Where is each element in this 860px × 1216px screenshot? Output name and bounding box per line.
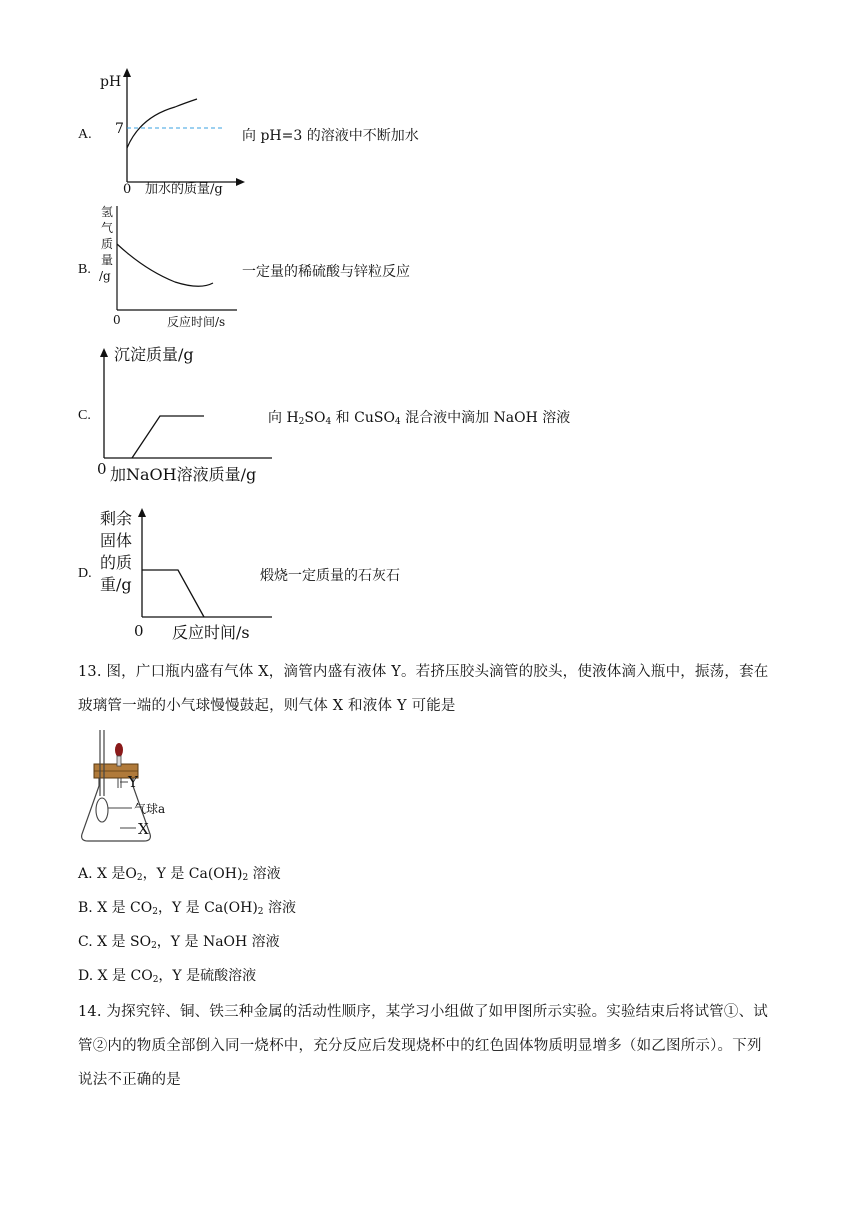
option-c-ylabel: 沉淀质量/g [114, 345, 194, 364]
svg-text:的质: 的质 [100, 553, 133, 572]
option-d-origin: 0 [134, 622, 144, 640]
option-c-letter: C. [78, 408, 91, 423]
q14-stem-line2: 管②内的物质全部倒入同一烧杯中，充分反应后发现烧杯中的红色固体物质明显增多（如乙图所示）。下列 [78, 1038, 762, 1054]
q13-choice-c: C. X 是 $SO_2$，Y 是 NaOH 溶液 [78, 934, 280, 951]
option-b-desc: 一定量的稀硫酸与锌粒反应 [242, 264, 410, 280]
option-b-origin: 0 [113, 313, 121, 327]
option-a-desc: 向 pH=3 的溶液中不断加水 [242, 128, 419, 144]
label-balloon-a: 气球a [134, 802, 166, 816]
svg-text:气: 气 [101, 221, 114, 235]
option-b-graph [95, 200, 245, 332]
option-c-desc: 向 $H_2SO_4$ 和 CuSO$_4$ 混合液中滴加 NaOH 溶液 [268, 410, 571, 427]
svg-text:质: 质 [101, 237, 114, 251]
option-d-graph [96, 500, 276, 645]
q13-choice-b: B. X 是 $CO_2$，Y 是 $Ca(OH)_2$ 溶液 [78, 900, 296, 917]
q14-stem-line3: 说法不正确的是 [78, 1072, 181, 1088]
svg-text:/g: /g [99, 269, 111, 283]
option-a-origin: 0 [123, 182, 132, 197]
option-d-xlabel: 反应时间/s [172, 623, 250, 642]
svg-text:固体: 固体 [100, 531, 133, 550]
svg-text:量: 量 [101, 253, 114, 267]
q13-choice-d: D. X 是 $CO_2$，Y 是硫酸溶液 [78, 968, 257, 985]
option-b-letter: B. [78, 262, 91, 277]
option-c-graph [92, 340, 277, 488]
option-a-graph [95, 62, 245, 197]
option-a-ytick: 7 [115, 121, 124, 137]
label-x: X [138, 820, 149, 838]
option-d-letter: D. [78, 566, 92, 581]
q13-choice-a: A. X 是$O_2$，Y 是 $Ca(OH)_2$ 溶液 [78, 866, 281, 883]
svg-text:重/g: 重/g [100, 575, 132, 594]
option-d-ylabel [100, 509, 132, 594]
svg-text:剩余: 剩余 [100, 509, 133, 528]
option-b-ylabel [99, 205, 113, 283]
option-c-xlabel: 加NaOH溶液质量/g [110, 465, 257, 484]
q14-stem-line1: 14. 为探究锌、铜、铁三种金属的活动性顺序，某学习小组做了如甲图所示实验。实验结束后将试管①、试 [78, 1004, 768, 1020]
q13-stem-line1: 13. 图，广口瓶内盛有气体 X，滴管内盛有液体 Y。若挤压胶头滴管的胶头，使液体滴入瓶中，振荡，套在 [78, 664, 769, 680]
option-a-ylabel: pH [100, 74, 122, 90]
option-b-xlabel: 反应时间/s [167, 315, 226, 329]
option-a-letter: A. [78, 127, 92, 142]
flask-apparatus-figure [74, 726, 194, 848]
q13-stem-line2: 玻璃管一端的小气球慢慢鼓起，则气体 X 和液体 Y 可能是 [78, 698, 456, 714]
option-d-desc: 煅烧一定质量的石灰石 [260, 568, 400, 584]
option-a-xlabel: 加水的质量/g [145, 182, 223, 197]
svg-text:氢: 氢 [101, 205, 114, 219]
option-c-origin: 0 [97, 460, 107, 478]
label-y: Y [128, 773, 138, 791]
